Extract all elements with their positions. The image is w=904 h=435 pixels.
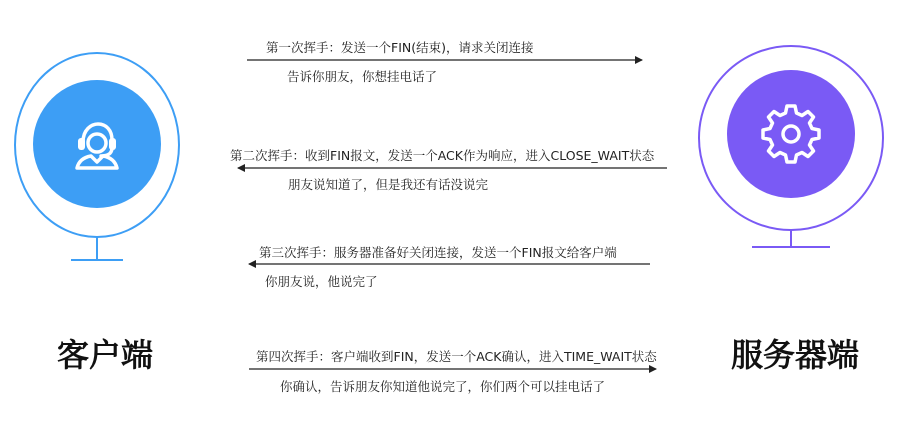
step-2-title: 第二次挥手：收到FIN报文，发送一个ACK作为响应，进入CLOSE_WAIT状态 [230, 148, 655, 163]
step-1-note: 告诉你朋友，你想挂电话了 [287, 69, 438, 84]
step-3-note: 你朋友说，他说完了 [265, 274, 378, 289]
step-1-title: 第一次挥手：发送一个FIN(结束)，请求关闭连接 [266, 40, 534, 55]
client-label: 客户端 [57, 336, 154, 374]
step-4-title: 第四次挥手：客户端收到FIN，发送一个ACK确认，进入TIME_WAIT状态 [256, 349, 657, 364]
step-3-title: 第三次挥手：服务器准备好关闭连接，发送一个FIN报文给客户端 [259, 245, 617, 260]
server-label: 服务器端 [731, 336, 860, 374]
step-4-note: 你确认，告诉朋友你知道他说完了，你们两个可以挂电话了 [280, 379, 606, 394]
step-2-note: 朋友说知道了，但是我还有话没说完 [288, 177, 489, 192]
